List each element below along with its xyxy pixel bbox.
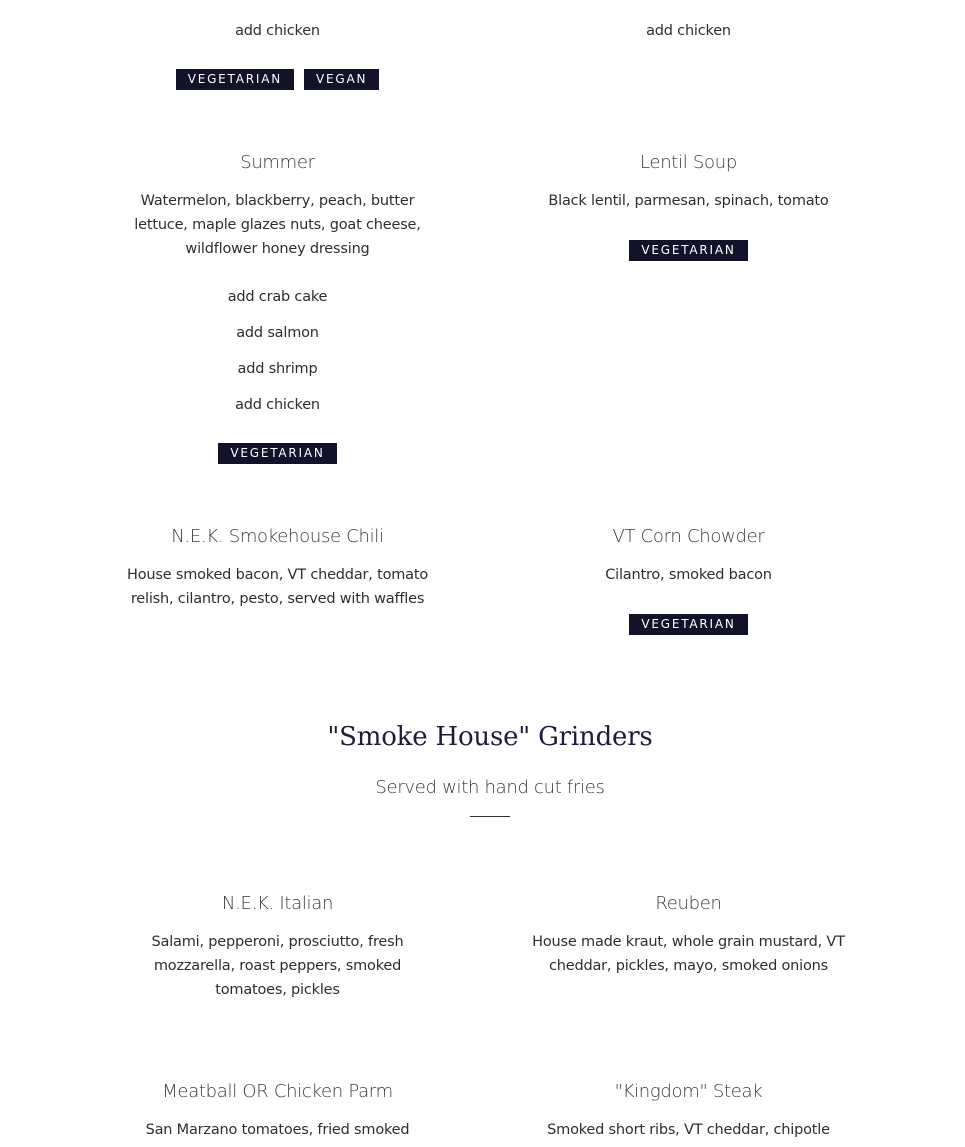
description-line: San Marzano tomatoes, fried smoked — [145, 1122, 410, 1138]
menu-item-title-corn-chowder: VT Corn Chowder — [612, 526, 765, 547]
menu-item-title-chili: N.E.K. Smokehouse Chili — [171, 526, 384, 547]
description-line: Salami, pepperoni, prosciutto, fresh — [151, 934, 404, 950]
diet-badges — [486, 614, 891, 635]
menu-item-description-parm — [75, 1118, 480, 1142]
vegan-badge: VEGAN — [304, 69, 379, 90]
menu-item-description-reuben — [486, 930, 891, 978]
description-line: relish, cilantro, pesto, served with waffles — [130, 591, 425, 607]
description-line: tomatoes, pickles — [215, 982, 340, 998]
menu-item-title-lentil-soup: Lentil Soup — [640, 152, 737, 173]
menu-item-addon: add chicken — [235, 397, 320, 413]
vegetarian-badge: VEGETARIAN — [629, 614, 747, 635]
menu-item-title-italian: N.E.K. Italian — [221, 893, 334, 914]
diet-badges — [486, 240, 891, 261]
description-line: Cilantro, smoked bacon — [605, 567, 772, 583]
menu-item-description-steak — [486, 1118, 891, 1142]
description-line: mozzarella, roast peppers, smoked — [153, 958, 402, 974]
section-title-grinders: "Smoke House" Grinders — [327, 722, 653, 752]
description-line: cheddar, pickles, mayo, smoked onions — [548, 958, 829, 974]
menu-item-addon: add crab cake — [227, 289, 328, 305]
menu-item-title-summer: Summer — [240, 152, 315, 173]
menu-item-description-italian — [75, 930, 480, 1002]
diet-badges — [75, 69, 480, 90]
description-line: Watermelon, blackberry, peach, butter — [140, 193, 415, 209]
menu-item-addon: add chicken — [646, 23, 731, 39]
menu-item-addon: add salmon — [236, 325, 319, 341]
menu-item-description-lentil-soup — [486, 189, 891, 213]
vegetarian-badge: VEGETARIAN — [629, 240, 747, 261]
description-line: House made kraut, whole grain mustard, VT — [532, 934, 845, 950]
description-line: wildflower honey dressing — [185, 241, 370, 257]
section-subtitle: Served with hand cut fries — [375, 777, 605, 798]
description-line: lettuce, maple glazes nuts, goat cheese, — [134, 217, 421, 233]
menu-item-title-parm: Meatball OR Chicken Parm — [162, 1081, 393, 1102]
menu-item-addon: add shrimp — [237, 361, 318, 377]
description-line: Smoked short ribs, VT cheddar, chipotle — [547, 1122, 830, 1138]
menu-item-description-chili — [75, 563, 480, 611]
diet-badges — [75, 443, 480, 464]
menu-item-description-summer — [75, 189, 480, 261]
section-divider — [470, 816, 510, 817]
description-line: Black lentil, parmesan, spinach, tomato — [548, 193, 829, 209]
menu-item-title-reuben: Reuben — [655, 893, 722, 914]
vegetarian-badge: VEGETARIAN — [176, 69, 294, 90]
menu-item-addon: add chicken — [235, 23, 320, 39]
vegetarian-badge: VEGETARIAN — [218, 443, 336, 464]
menu-item-description-corn-chowder — [486, 563, 891, 587]
description-line: House smoked bacon, VT cheddar, tomato — [126, 567, 429, 583]
menu-item-title-steak: "Kingdom" Steak — [614, 1081, 763, 1102]
